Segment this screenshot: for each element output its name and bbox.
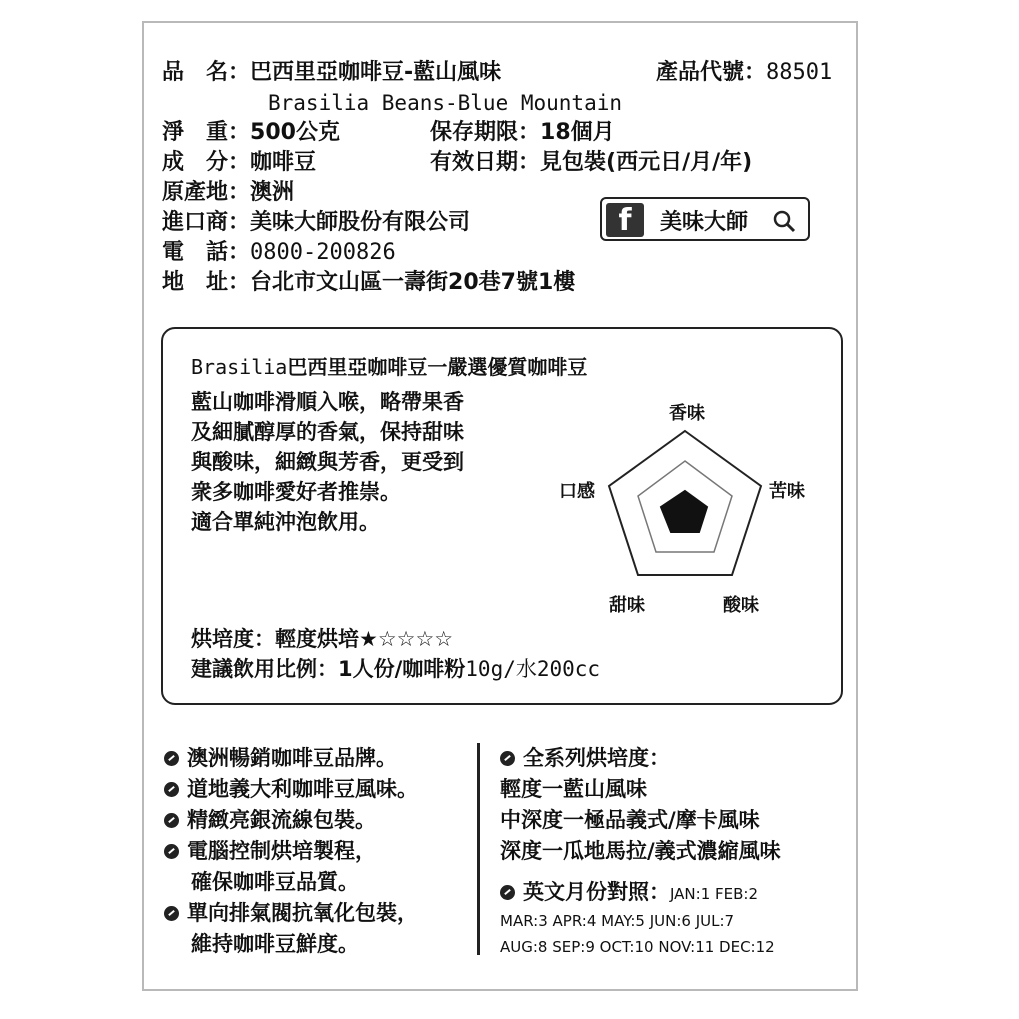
check-bullet-icon xyxy=(164,782,179,797)
check-bullet-icon xyxy=(164,906,179,921)
brew-ratio xyxy=(191,653,600,683)
list-item: 澳洲暢銷咖啡豆品牌。 xyxy=(164,743,418,774)
list-item-continuation: 確保咖啡豆品質。 xyxy=(191,870,359,894)
brew-ratio-value: 10g/水200cc xyxy=(465,657,601,681)
phone-value: 0800-200826 xyxy=(250,240,396,265)
check-bullet-icon xyxy=(500,751,515,766)
product-name-row xyxy=(162,59,501,87)
radar-label-mouthfeel: 口感 xyxy=(559,481,595,502)
radar-label-sour: 酸味 xyxy=(723,595,759,616)
list-item-continuation: 維持咖啡豆鮮度。 xyxy=(191,932,359,956)
phone-row xyxy=(162,239,396,267)
product-name-en: Brasilia Beans-Blue Mountain xyxy=(268,91,623,115)
description-box xyxy=(161,327,843,705)
description-line: 藍山咖啡滑順入喉，略帶果香 xyxy=(191,390,464,414)
months-title-row xyxy=(500,877,781,908)
flavor-radar-chart xyxy=(543,389,823,629)
radar-label-aroma: 香味 xyxy=(669,403,705,424)
roast-series-title: 全系列烘培度： xyxy=(500,743,781,774)
product-name: 巴西里亞咖啡豆-藍山風味 xyxy=(250,60,502,85)
roast-series-item: 深度一瓜地馬拉/義式濃縮風味 xyxy=(500,839,781,863)
shelf-life-label: 保存期限： xyxy=(430,120,541,145)
origin-row xyxy=(162,179,294,207)
list-item: 精緻亮銀流線包裝。 xyxy=(164,805,418,836)
description-title xyxy=(191,351,587,380)
ingredients-value: 咖啡豆 xyxy=(250,150,317,175)
months-line-1: JAN:1 FEB:2 xyxy=(670,885,759,903)
description-title-en: Brasilia xyxy=(191,355,288,379)
description-line: 適合單純沖泡飲用。 xyxy=(191,510,380,534)
feature-list xyxy=(164,743,418,960)
column-divider xyxy=(477,743,480,955)
product-name-label: 品 名： xyxy=(162,60,251,85)
roast-level-stars: ★☆☆☆☆ xyxy=(359,627,454,651)
shelf-life-row xyxy=(430,119,615,147)
check-bullet-icon xyxy=(500,885,515,900)
description-line: 與酸味，細緻與芳香，更受到 xyxy=(191,450,464,474)
description-line: 及細膩醇厚的香氣，保持甜味 xyxy=(191,420,464,444)
months-line-2: MAR:3 APR:4 MAY:5 JUN:6 JUL:7 xyxy=(500,912,735,930)
address-row xyxy=(162,269,575,297)
roast-series-item: 輕度一藍山風味 xyxy=(500,777,647,801)
months-title: 英文月份對照： xyxy=(523,880,670,904)
description-line: 衆多咖啡愛好者推崇。 xyxy=(191,480,401,504)
radar-flavor-shape xyxy=(661,491,707,532)
flavor-radar xyxy=(543,389,823,633)
ingredients-row xyxy=(162,149,316,177)
roast-level xyxy=(191,623,453,653)
list-item: 單向排氣閥抗氧化包裝， xyxy=(164,898,418,929)
check-bullet-icon xyxy=(164,751,179,766)
check-bullet-icon xyxy=(164,844,179,859)
list-item: 道地義大利咖啡豆風味。 xyxy=(164,774,418,805)
origin-label: 原產地： xyxy=(162,180,251,205)
weight-label: 淨 重： xyxy=(162,120,251,145)
facebook-page-name: 美味大師 xyxy=(660,210,749,235)
product-code: 88501 xyxy=(766,60,833,85)
months-line-3: AUG:8 SEP:9 OCT:10 NOV:11 DEC:12 xyxy=(500,938,775,956)
facebook-icon: f xyxy=(606,203,644,237)
weight-value: 500公克 xyxy=(250,120,340,145)
expiry-label: 有效日期： xyxy=(430,150,541,175)
check-bullet-icon xyxy=(164,813,179,828)
importer-value: 美味大師股份有限公司 xyxy=(250,210,471,235)
radar-label-bitter: 苦味 xyxy=(769,481,805,502)
importer-row xyxy=(162,209,470,237)
brew-ratio-label: 建議飲用比例：1人份/咖啡粉 xyxy=(191,657,466,681)
shelf-life-value: 18個月 xyxy=(540,120,615,145)
expiry-value: 見包裝(西元日/月/年) xyxy=(540,150,753,175)
importer-label: 進口商： xyxy=(162,210,251,235)
radar-label-sweet: 甜味 xyxy=(609,595,645,616)
list-item: 電腦控制烘培製程， xyxy=(164,836,418,867)
origin-value: 澳洲 xyxy=(250,180,295,205)
weight-row xyxy=(162,119,340,147)
roast-series-item: 中深度一極品義式/摩卡風味 xyxy=(500,808,760,832)
roast-level-label: 烘培度：輕度烘培 xyxy=(191,627,359,651)
expiry-row xyxy=(430,149,752,177)
description-title-zh: 巴西里亞咖啡豆一嚴選優質咖啡豆 xyxy=(287,355,588,379)
ingredients-label: 成 分： xyxy=(162,150,251,175)
roast-series-section xyxy=(500,743,781,960)
phone-label: 電 話： xyxy=(162,240,251,265)
address-label: 地 址： xyxy=(162,270,251,295)
product-code-label: 產品代號： xyxy=(656,60,767,85)
address-value: 台北市文山區一壽街20巷7號1樓 xyxy=(250,270,576,295)
product-label xyxy=(142,21,858,991)
product-code-row xyxy=(656,59,832,87)
search-icon xyxy=(772,209,796,233)
facebook-badge[interactable] xyxy=(600,197,810,241)
description-text xyxy=(191,387,464,537)
